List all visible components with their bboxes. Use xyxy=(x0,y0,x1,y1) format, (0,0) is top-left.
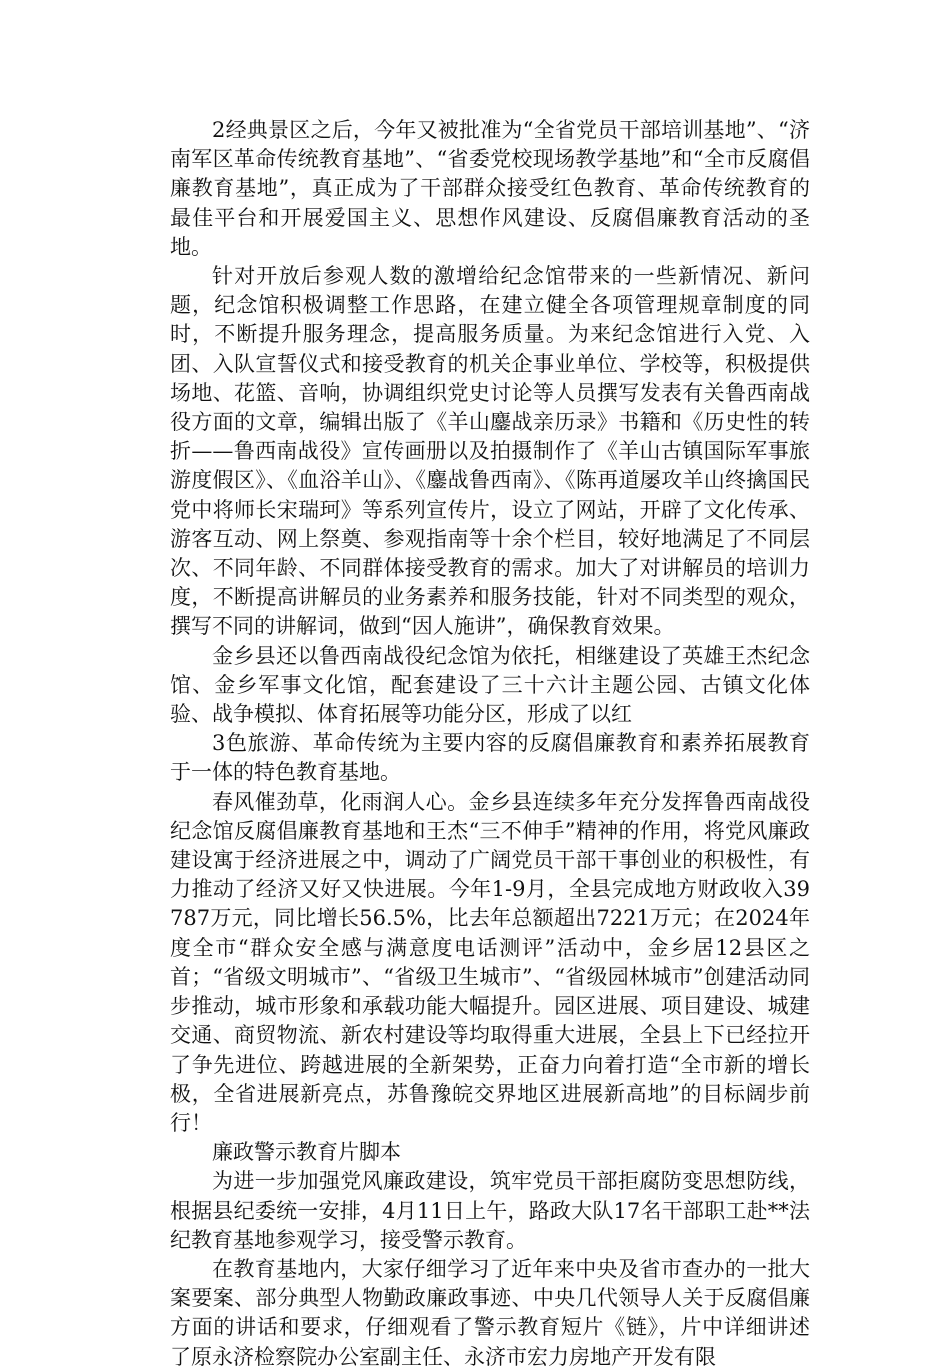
document-body xyxy=(170,116,810,1372)
paragraph-jinxiang-facilities: 金乡县还以鲁西南战役纪念馆为依托，相继建设了英雄王杰纪念馆、金乡军事文化馆，配套建设了三十六计主题公园、古镇文化体验、战争模拟、体育拓展等功能分区，形成了以红 xyxy=(170,643,810,727)
paragraph-visit-details: 在教育基地内，大家仔细学习了近年来中央及省市查办的一批大案要案、部分典型人物勤政廉政事迹、中央几代领导人关于反腐倡廉方面的讲话和要求，仔细观看了警示教育短片《链》，片中详细讲述了原永济检察院办公室副主任、永济市宏力房地产开发有限 xyxy=(170,1256,810,1369)
paragraph-memorial-service: 针对开放后参观人数的激增给纪念馆带来的一些新情况、新问题，纪念馆积极调整工作思路，在建立健全各项管理规章制度的同时，不断提升服务理念，提高服务质量。为来纪念馆进行入党、入团、入队宣誓仪式和接受教育的机关企事业单位、学校等，积极提供场地、花篮、音响，协调组织党史讨论等人员撰写发表有关鲁西南战役方面的文章，编辑出版了《羊山鏖战亲历录》书籍和《历史性的转折——鲁西南战役》宣传画册以及拍摄制作了《羊山古镇国际军事旅游度假区》、《血浴羊山》、《鏖战鲁西南》、《陈再道屡攻羊山终擒国民党中将师长宋瑞珂》等系列宣传片，设立了网站，开辟了文化传承、游客互动、网上祭奠、参观指南等十余个栏目，较好地满足了不同层次、不同年龄、不同群体接受教育的需求。加大了对讲解员的培训力度，不断提高讲解员的业务素养和服务技能，针对不同类型的观众，撰写不同的讲解词，做到“因人施讲”，确保教育效果。 xyxy=(170,264,810,639)
paragraph-intro-continued: 2经典景区之后，今年又被批准为“全省党员干部培训基地”、“济南军区革命传统教育基地”、“省委党校现场教学基地”和“全市反腐倡廉教育基地”，真正成为了干部群众接受红色教育、革命传统教育的最佳平台和开展爱国主义、思想作风建设、反腐倡廉教育活动的圣地。 xyxy=(170,118,810,259)
section-heading: 廉政警示教育片脚本 xyxy=(212,1140,401,1165)
paragraph-visit-intro: 为进一步加强党风廉政建设，筑牢党员干部拒腐防变思想防线，根据县纪委统一安排，4月11日上午，路政大队17名干部职工赴**法纪教育基地参观学习，接受警示教育。 xyxy=(170,1169,810,1252)
paragraph-economic-development: 春风催劲草，化雨润人心。金乡县连续多年充分发挥鲁西南战役纪念馆反腐倡廉教育基地和王杰“三不伸手”精神的作用，将党风廉政建设寓于经济进展之中，调动了广阔党员干部干事创业的积极性，有力推动了经济又好又快进展。今年1-9月，全县完成地方财政收入39787万元，同比增长56.5%，比去年总额超出7221万元；在2024年度全市“群众安全感与满意度电话测评”活动中，金乡居12县区之首；“省级文明城市”、“省级卫生城市”、“省级园林城市”创建活动同步推动，城市形象和承载功能大幅提升。园区进展、项目建设、城建交通、商贸物流、新农村建设等均取得重大进展，全县上下已经拉开了争先进位、跨越进展的全新架势，正奋力向着打造“全市新的增长极，全省进展新亮点，苏鲁豫皖交界地区进展新高地”的目标阔步前行！ xyxy=(170,789,810,1135)
paragraph-education-base: 3色旅游、革命传统为主要内容的反腐倡廉教育和素养拓展教育于一体的特色教育基地。 xyxy=(170,731,810,785)
